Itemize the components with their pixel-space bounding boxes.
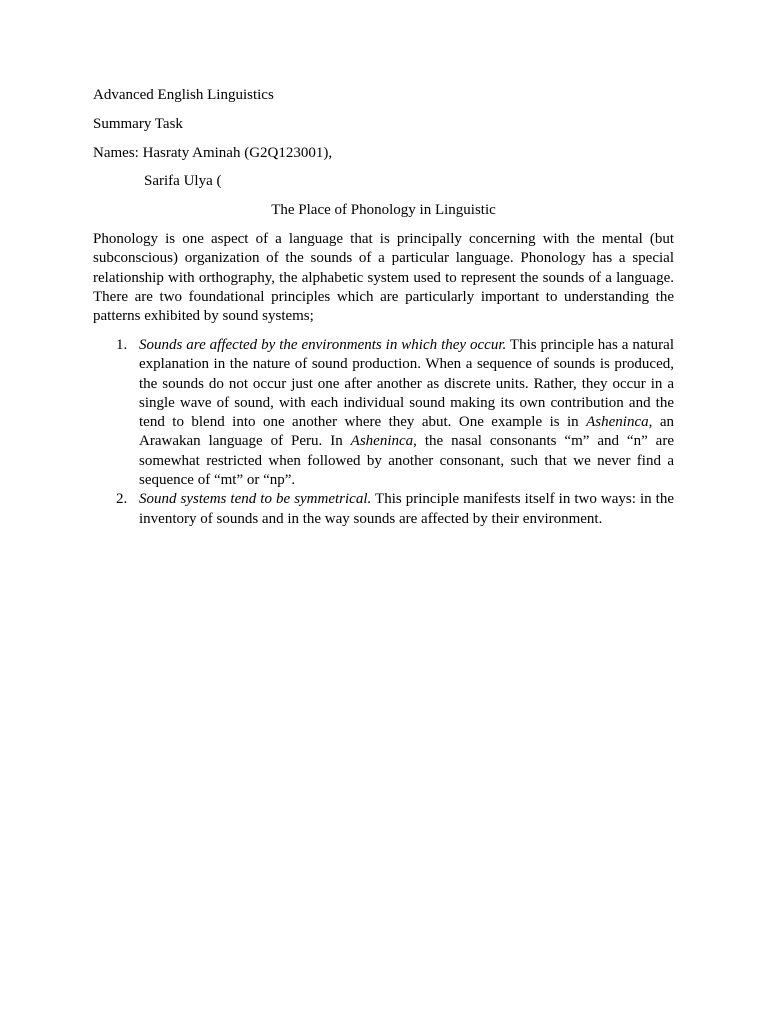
task-title: Summary Task [93,115,183,132]
principle-lead: Sounds are affected by the environments in which they occur. [139,336,507,353]
principle-text: , an Arawakan language of Peru. In [139,414,674,450]
course-title: Advanced English Linguistics [93,87,274,103]
principle-text: , the nasal consonants “m” and “n” are somewhat restricted when followed by another consonant, such that we never find a sequence of “mt” or “np”. [139,433,674,489]
intro-paragraph: Phonology is one aspect of a language that is principally concerning with the mental (but subconscious) organization of the sounds of a particular language. Phonology has a special relationship with orthography, the alphabetic system used to represent the sounds of a language. There are two foundational principles which are particularly important to understanding the patterns exhibited by sound systems; [93,230,674,325]
document-page [93,86,674,529]
language-name: Asheninca [586,414,649,431]
document-title: The Place of Phonology in Linguistic [271,202,496,219]
list-item [93,336,674,490]
list-number: 1. [116,336,128,353]
principle-text: This principle manifests itself in two ways: in the inventory of sounds and in the way sounds are affected by their environment. [139,491,674,527]
list-item [93,490,674,529]
names-line: Names: Hasraty Aminah (G2Q123001), [93,144,333,161]
principles-list [93,336,674,529]
second-name-line: Sarifa Ulya ( [144,173,222,190]
list-number: 2. [116,491,128,508]
language-name: Asheninca [350,433,414,450]
principle-lead: Sound systems tend to be symmetrical. [139,491,372,508]
principle-text: This principle has a natural explanation in the nature of sound production. When a sequence of sounds is produced, the sounds do not occur just one after another as discrete units. Rather, they occur in a single wave of sound, with each individual sound making its own contribution and the tend to blend into one another where they abut. One example is in [139,336,674,431]
